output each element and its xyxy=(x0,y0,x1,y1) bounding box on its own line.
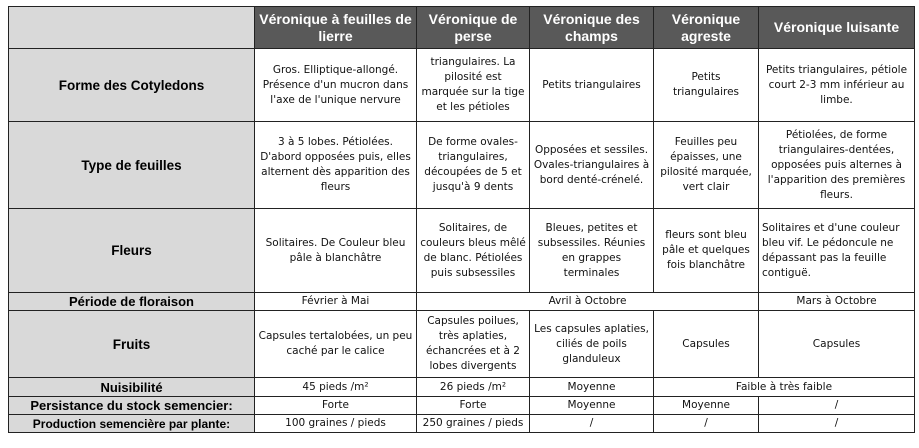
table-cell: Moyenne xyxy=(530,378,654,397)
table-cell: Petits triangulaires, pétiole court 2-3 mm inférieur au limbe. xyxy=(759,49,915,122)
table-cell: Feuilles peu épaisses, une pilosité marquée, vert clair xyxy=(654,122,759,209)
header-veronique-lierre: Véronique à feuilles de lierre xyxy=(255,7,417,49)
table-cell-merged: Avril à Octobre xyxy=(417,293,759,311)
table-cell: / xyxy=(759,397,915,415)
comparison-table-container xyxy=(8,6,914,433)
table-cell: 250 graines / pieds xyxy=(417,415,530,433)
table-cell: De forme ovales-triangulaires, découpées de 5 et jusqu'à 9 dents xyxy=(417,122,530,209)
table-cell-merged: Faible à très faible xyxy=(654,378,915,397)
table-cell: Solitaires, de couleurs bleus mêlé de blanc. Pétiolées puis subsessiles xyxy=(417,209,530,293)
header-corner-cell xyxy=(9,7,255,49)
table-cell: Février à Mai xyxy=(255,293,417,311)
table-row-cotyledons xyxy=(9,49,915,122)
table-row-floraison xyxy=(9,293,915,311)
table-cell: fleurs sont bleu pâle et quelques fois blanchâtre xyxy=(654,209,759,293)
table-cell: Pétiolées, de forme triangulaires-dentées, opposées puis alternes à l'apparition des premières fleurs. xyxy=(759,122,915,209)
table-cell: Capsules xyxy=(759,311,915,378)
table-cell: Moyenne xyxy=(654,397,759,415)
table-cell: Petits triangulaires xyxy=(530,49,654,122)
table-row-nuisibilite xyxy=(9,378,915,397)
header-veronique-perse: Véronique de perse xyxy=(417,7,530,49)
table-cell: Solitaires. De Couleur bleu pâle à blanchâtre xyxy=(255,209,417,293)
table-cell: Opposées et sessiles. Ovales-triangulaires à bord denté-crénelé. xyxy=(530,122,654,209)
row-label-persistance: Persistance du stock semencier: xyxy=(9,397,255,415)
table-cell: / xyxy=(654,415,759,433)
table-cell: 45 pieds /m² xyxy=(255,378,417,397)
table-cell: 26 pieds /m² xyxy=(417,378,530,397)
header-row xyxy=(9,7,915,49)
table-cell: Forte xyxy=(255,397,417,415)
header-veronique-champs: Véronique des champs xyxy=(530,7,654,49)
table-cell: 3 à 5 lobes. Pétiolées. D'abord opposées puis, elles alternent dès apparition des fleurs xyxy=(255,122,417,209)
table-cell: Gros. Elliptique-allongé. Présence d'un mucron dans l'axe de l'unique nervure xyxy=(255,49,417,122)
table-cell: Forte xyxy=(417,397,530,415)
row-label-cotyledons: Forme des Cotyledons xyxy=(9,49,255,122)
row-label-fruits: Fruits xyxy=(9,311,255,378)
table-cell: Solitaires et d'une couleur bleu vif. Le pédoncule ne dépassant pas la feuille contiguë. xyxy=(759,209,915,293)
table-cell: Capsules tertalobées, un peu caché par le calice xyxy=(255,311,417,378)
row-label-feuilles: Type de feuilles xyxy=(9,122,255,209)
table-cell: Capsules xyxy=(654,311,759,378)
table-cell: Bleues, petites et subsessiles. Réunies en grappes terminales xyxy=(530,209,654,293)
table-cell: 100 graines / pieds xyxy=(255,415,417,433)
table-row-feuilles xyxy=(9,122,915,209)
table-row-fruits xyxy=(9,311,915,378)
table-cell: Les capsules aplaties, ciliés de poils glanduleux xyxy=(530,311,654,378)
veronique-comparison-table xyxy=(8,6,915,433)
table-cell: triangulaires. La pilosité est marquée sur la tige et les pétioles xyxy=(417,49,530,122)
table-cell: Moyenne xyxy=(530,397,654,415)
header-veronique-agreste: Véronique agreste xyxy=(654,7,759,49)
table-cell: / xyxy=(759,415,915,433)
table-cell: Capsules poilues, très aplaties, échancrées et à 2 lobes divergents xyxy=(417,311,530,378)
row-label-production: Production semencière par plante: xyxy=(9,415,255,433)
header-veronique-luisante: Véronique luisante xyxy=(759,7,915,49)
table-row-production xyxy=(9,415,915,433)
row-label-nuisibilite: Nuisibilité xyxy=(9,378,255,397)
table-cell: Mars à Octobre xyxy=(759,293,915,311)
table-cell: Petits triangulaires xyxy=(654,49,759,122)
table-cell: / xyxy=(530,415,654,433)
row-label-fleurs: Fleurs xyxy=(9,209,255,293)
table-row-fleurs xyxy=(9,209,915,293)
row-label-floraison: Période de floraison xyxy=(9,293,255,311)
table-row-persistance xyxy=(9,397,915,415)
